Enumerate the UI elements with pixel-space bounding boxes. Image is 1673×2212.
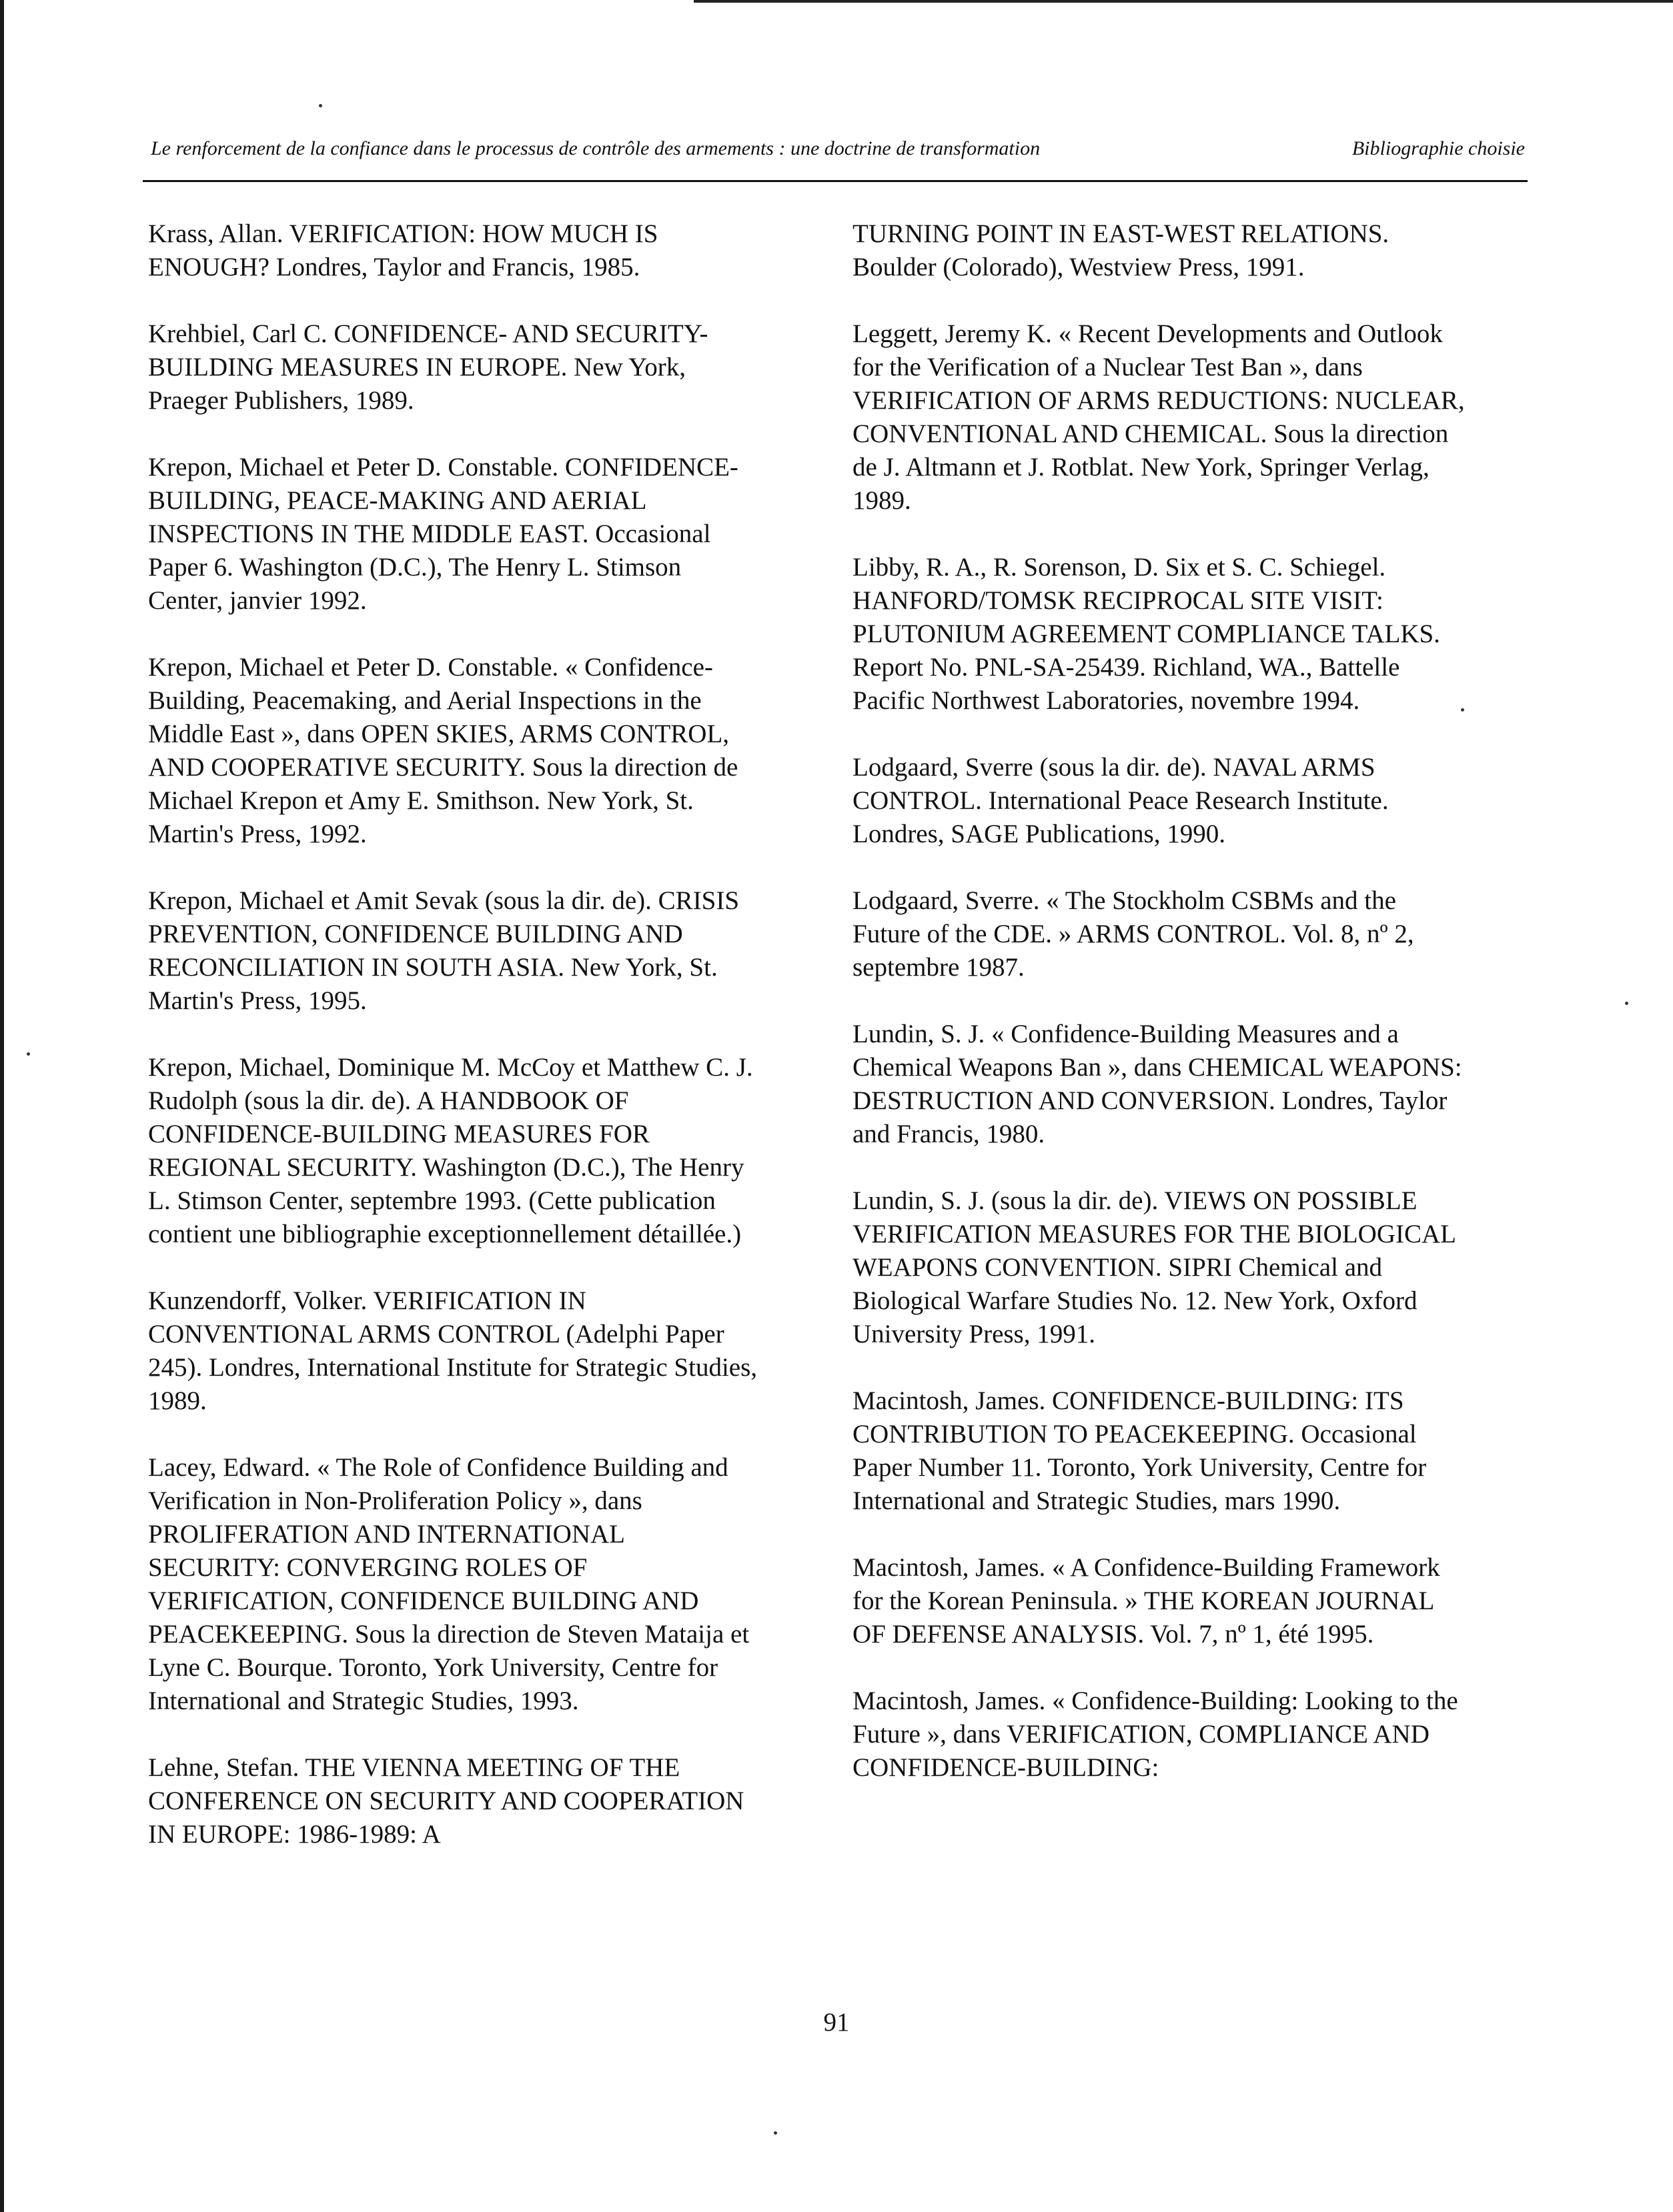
bibliography-entry: TURNING POINT IN EAST-WEST RELATIONS. Boulder (Colorado), Westview Press, 1991.: [853, 219, 1389, 281]
bibliography-entry: Lundin, S. J. « Confidence-Building Measures and a Chemical Weapons Ban », dans CHEMICAL WEAPONS: DESTRUCTION AND CONVERSION. Londres, Taylor and Francis, 1980.: [853, 1020, 1462, 1148]
bibliography-entry: Krepon, Michael, Dominique M. McCoy et Matthew C. J. Rudolph (sous la dir. de). A HANDBOOK OF CONFIDENCE-BUILDING MEASURES FOR REGIONAL SECURITY. Washington (D.C.), The Henry L. Stimson Center, septembre 1993. (Cette publication contient une bibliographie exceptionnellement détaillée.): [148, 1053, 753, 1248]
scan-edge-top: [694, 0, 1673, 3]
bibliography-entry: Krepon, Michael et Amit Sevak (sous la dir. de). CRISIS PREVENTION, CONFIDENCE BUILDING AND RECONCILIATION IN SOUTH ASIA. New York, St. Martin's Press, 1995.: [148, 886, 740, 1015]
bibliography-entry: Krepon, Michael et Peter D. Constable. CONFIDENCE-BUILDING, PEACE-MAKING AND AERIAL INSPECTIONS IN THE MIDDLE EAST. Occasional Paper 6. Washington (D.C.), The Henry L. Stimson Center, janvier 1992.: [148, 453, 738, 615]
bibliography-entry: Lehne, Stefan. THE VIENNA MEETING OF THE CONFERENCE ON SECURITY AND COOPERATION IN EUROPE: 1986-1989: A: [148, 1753, 744, 1849]
scan-speck: [27, 1052, 30, 1056]
scan-edge-left: [0, 0, 4, 2212]
bibliography-entry: Macintosh, James. « Confidence-Building: Looking to the Future », dans VERIFICATION, COMPLIANCE AND CONFIDENCE-BUILDING:: [853, 1687, 1458, 1782]
header-section: Bibliographie choisie: [1351, 137, 1525, 159]
header-title: Le renforcement de la confiance dans le processus de contrôle des armements : une doctrine de transformation: [151, 137, 1041, 159]
page-number: 91: [823, 2008, 850, 2037]
left-column: [148, 217, 762, 1885]
bibliography-entry: Krepon, Michael et Peter D. Constable. « Confidence-Building, Peacemaking, and Aerial Inspections in the Middle East », dans OPEN SKIES, ARMS CONTROL, AND COOPERATIVE SECURITY. Sous la direction de Michael Krepon et Amy E. Smithson. New York, St. Martin's Press, 1992.: [148, 653, 738, 848]
bibliography-entry: Krehbiel, Carl C. CONFIDENCE- AND SECURITY-BUILDING MEASURES IN EUROPE. New York, Praeger Publishers, 1989.: [148, 319, 708, 415]
scan-speck: [774, 2131, 777, 2135]
bibliography-entry: Kunzendorff, Volker. VERIFICATION IN CONVENTIONAL ARMS CONTROL (Adelphi Paper 245). Londres, International Institute for Strategic Studies, 1989.: [148, 1286, 758, 1415]
right-column: [853, 217, 1466, 1818]
bibliography-entry: Lundin, S. J. (sous la dir. de). VIEWS ON POSSIBLE VERIFICATION MEASURES FOR THE BIOLOGICAL WEAPONS CONVENTION. SIPRI Chemical and Biological Warfare Studies No. 12. New York, Oxford University Press, 1991.: [853, 1186, 1456, 1348]
bibliography-entry: Libby, R. A., R. Sorenson, D. Six et S. C. Schiegel. HANFORD/TOMSK RECIPROCAL SITE VISIT: PLUTONIUM AGREEMENT COMPLIANCE TALKS. Report No. PNL-SA-25439. Richland, WA., Battelle Pacific Northwest Laboratories, novembre 1994.: [853, 553, 1440, 715]
running-header: [151, 137, 1525, 160]
bibliography-entry: Macintosh, James. « A Confidence-Building Framework for the Korean Peninsula. » THE KOREAN JOURNAL OF DEFENSE ANALYSIS. Vol. 7, nº 1, été 1995.: [853, 1553, 1440, 1648]
scan-speck: [1461, 708, 1464, 712]
scan-speck: [1625, 1002, 1628, 1005]
bibliography-entry: Leggett, Jeremy K. « Recent Developments and Outlook for the Verification of a Nuclear Test Ban », dans VERIFICATION OF ARMS REDUCTIONS: NUCLEAR, CONVENTIONAL AND CHEMICAL. Sous la direction de J. Altmann et J. Rotblat. New York, Springer Verlag, 1989.: [853, 319, 1465, 515]
bibliography-entry: Lodgaard, Sverre (sous la dir. de). NAVAL ARMS CONTROL. International Peace Research Institute. Londres, SAGE Publications, 1990.: [853, 753, 1389, 848]
bibliography-entry: Lacey, Edward. « The Role of Confidence Building and Verification in Non-Proliferation Policy », dans PROLIFERATION AND INTERNATIONAL SECURITY: CONVERGING ROLES OF VERIFICATION, CONFIDENCE BUILDING AND PEACEKEEPING. Sous la direction de Steven Mataija et Lyne C. Bourque. Toronto, York University, Centre for International and Strategic Studies, 1993.: [148, 1453, 750, 1715]
bibliography-entry: Macintosh, James. CONFIDENCE-BUILDING: ITS CONTRIBUTION TO PEACEKEEPING. Occasional Paper Number 11. Toronto, York University, Centre for International and Strategic Studies, mars 1990.: [853, 1386, 1427, 1515]
bibliography-entry: Krass, Allan. VERIFICATION: HOW MUCH IS ENOUGH? Londres, Taylor and Francis, 1985.: [148, 219, 658, 281]
header-rule: [143, 180, 1528, 182]
scan-speck: [319, 104, 322, 107]
bibliography-entry: Lodgaard, Sverre. « The Stockholm CSBMs and the Future of the CDE. » ARMS CONTROL. Vol. 8, nº 2, septembre 1987.: [853, 886, 1414, 982]
